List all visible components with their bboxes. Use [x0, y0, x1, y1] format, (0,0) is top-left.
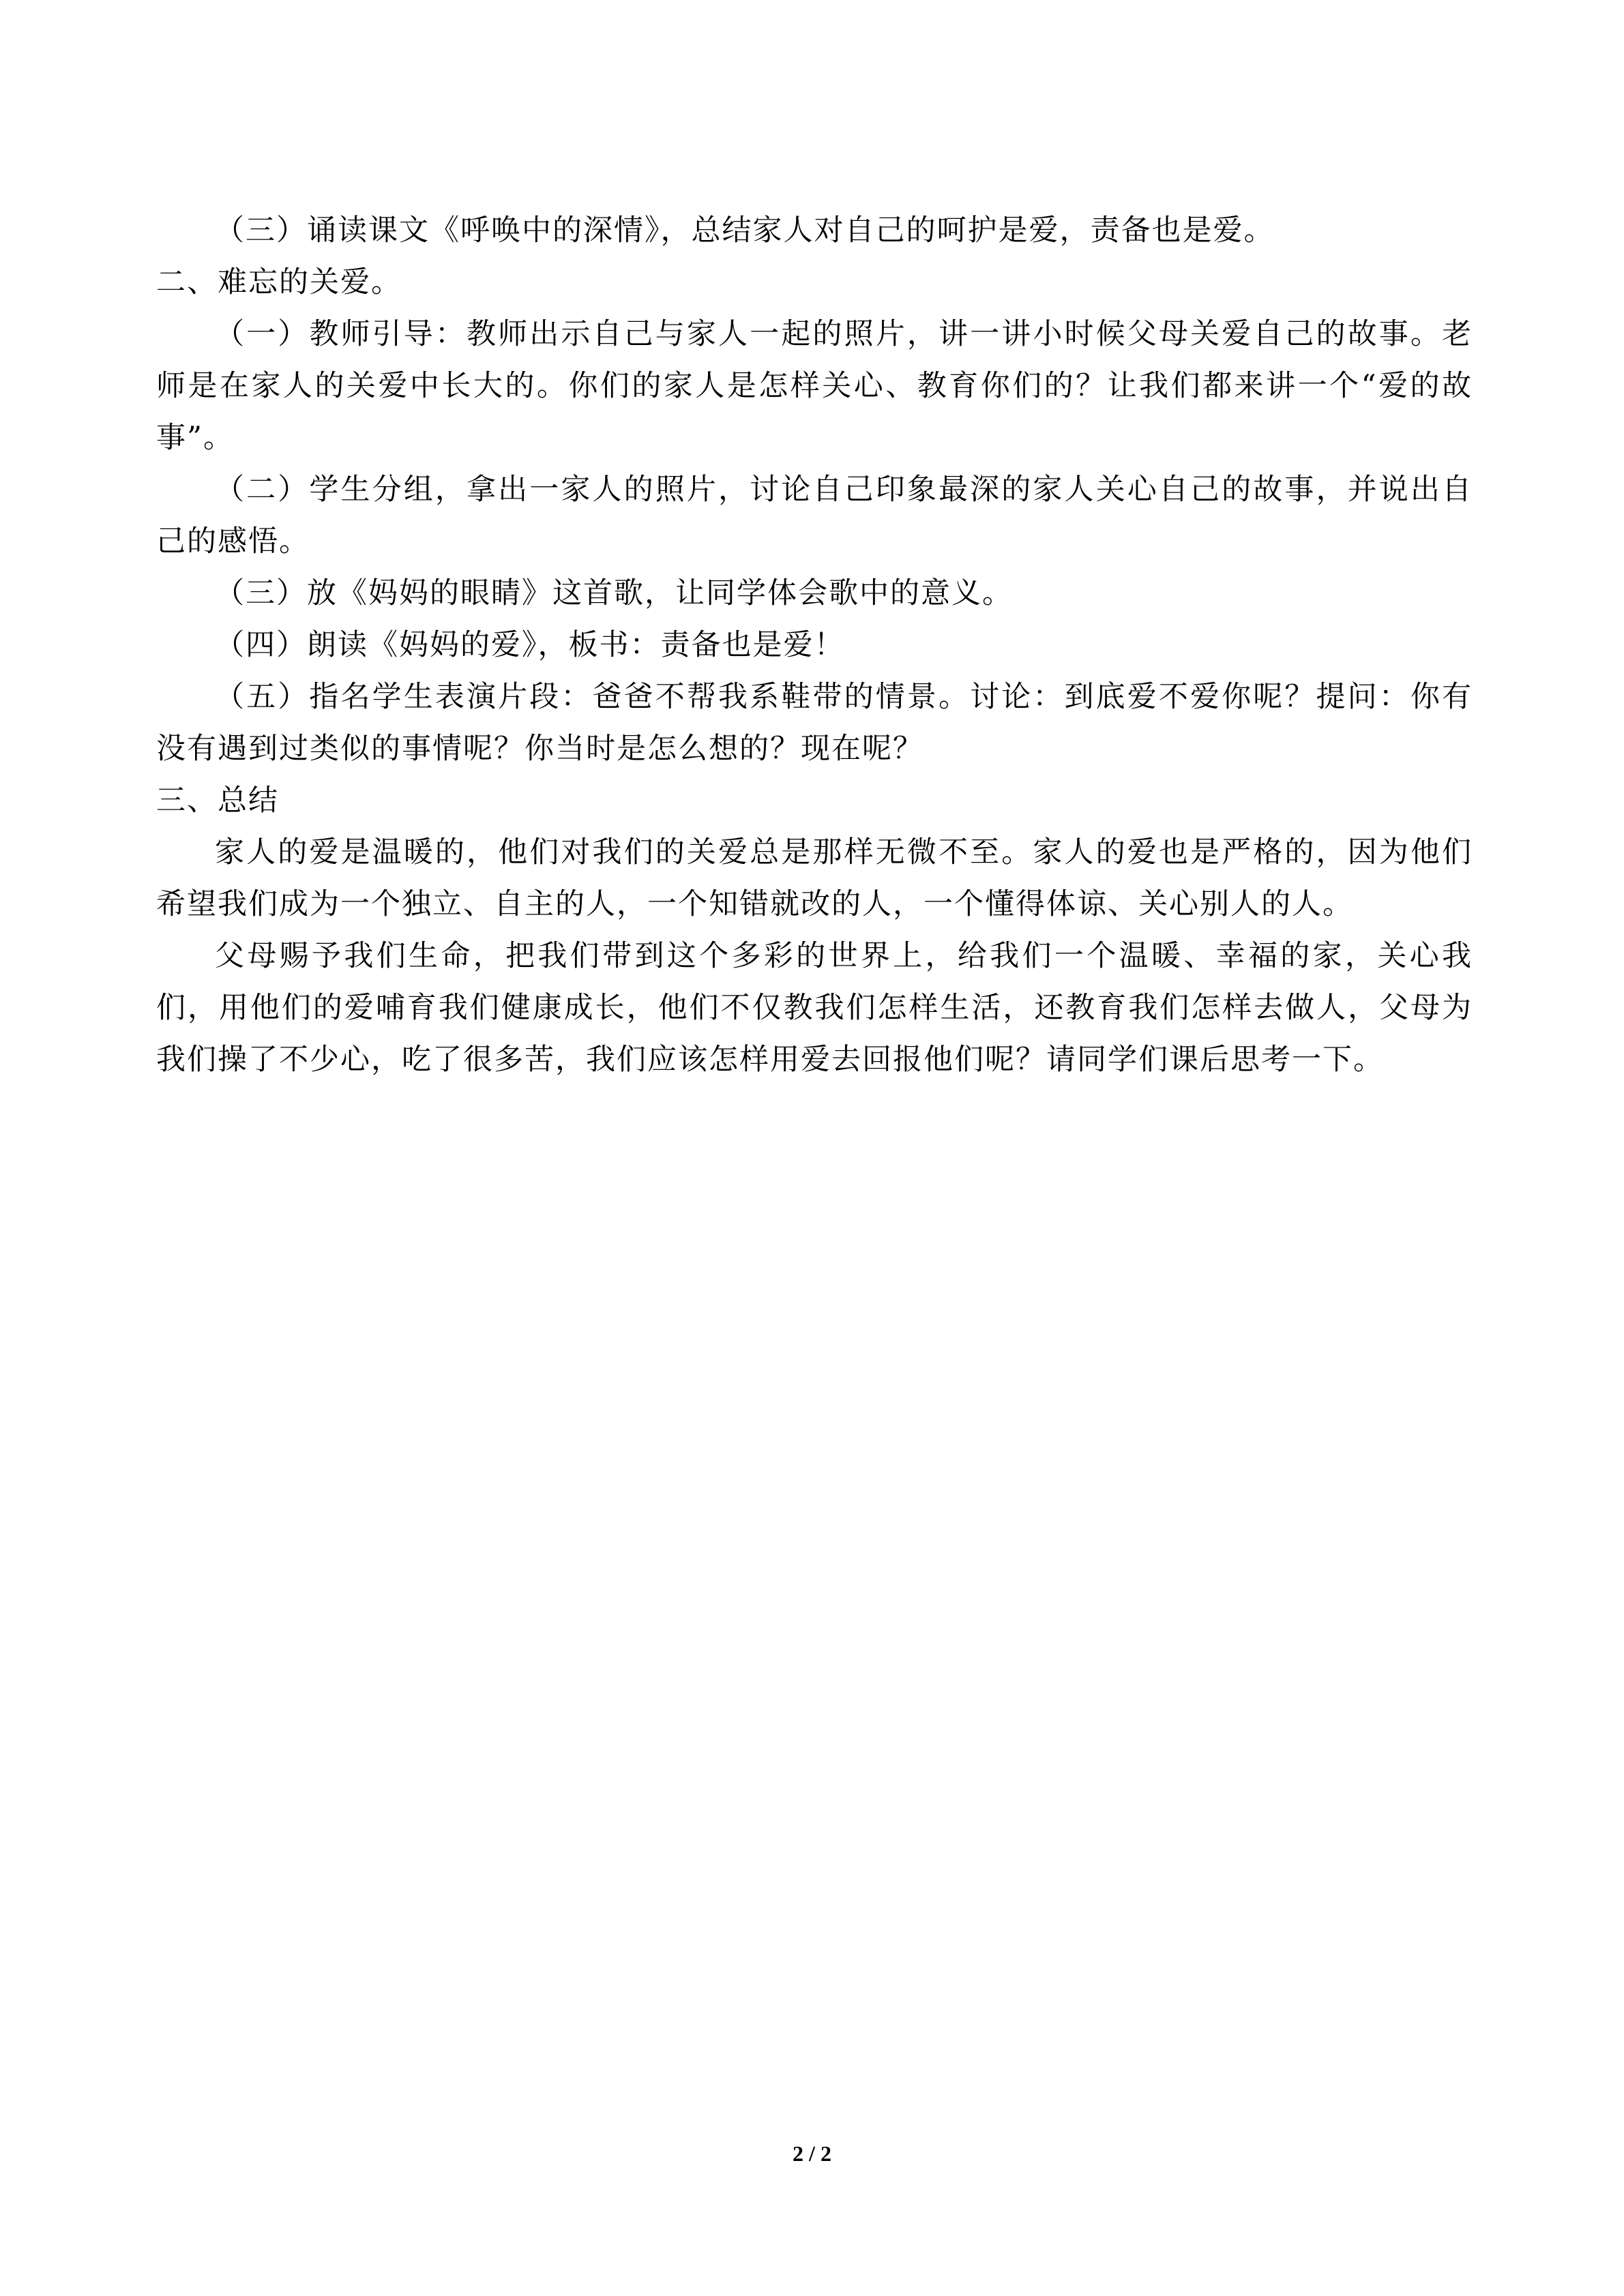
paragraph-teacher-guidance: （一）教师引导：教师出示自己与家人一起的照片，讲一讲小时候父母关爱自己的故事。老师是在家人的关爱中长大的。你们的家人是怎样关心、教育你们的？让我们都来讲一个“爱的故事”。 [156, 317, 1473, 455]
document-body [156, 205, 1473, 1086]
paragraph-read-aloud: （四）朗读《妈妈的爱》，板书：责备也是爱！ [215, 628, 845, 662]
page-number: 2 / 2 [793, 2141, 831, 2166]
paragraph-parents-gift: 父母赐予我们生命，把我们带到这个多彩的世界上，给我们一个温暖、幸福的家，关心我们，用他们的爱哺育我们健康成长，他们不仅教我们怎样生活，还教育我们怎样去做人，父母为我们操了不少心，吃了很多苦，我们应该怎样用爱去回报他们呢？请同学们课后思考一下。 [156, 939, 1473, 1077]
paragraph-family-love: 家人的爱是温暖的，他们对我们的关爱总是那样无微不至。家人的爱也是严格的，因为他们希望我们成为一个独立、自主的人，一个知错就改的人，一个懂得体谅、关心别人的人。 [156, 835, 1473, 921]
paragraph-play-song: （三）放《妈妈的眼睛》这首歌，让同学体会歌中的意义。 [215, 576, 1013, 610]
paragraph-group-discussion: （二）学生分组，拿出一家人的照片，讨论自己印象最深的家人关心自己的故事，并说出自己的感悟。 [156, 473, 1473, 558]
section-heading-summary: 三、总结 [156, 784, 279, 818]
paragraph-role-play: （五）指名学生表演片段：爸爸不帮我系鞋带的情景。讨论：到底爱不爱你呢？提问：你有没有遇到过类似的事情呢？你当时是怎么想的？现在呢？ [156, 680, 1473, 766]
section-heading-unforgettable-care: 二、难忘的关爱。 [156, 265, 402, 299]
paragraph-recite-lesson: （三）诵读课文《呼唤中的深情》，总结家人对自己的呵护是爱，责备也是爱。 [215, 213, 1275, 248]
